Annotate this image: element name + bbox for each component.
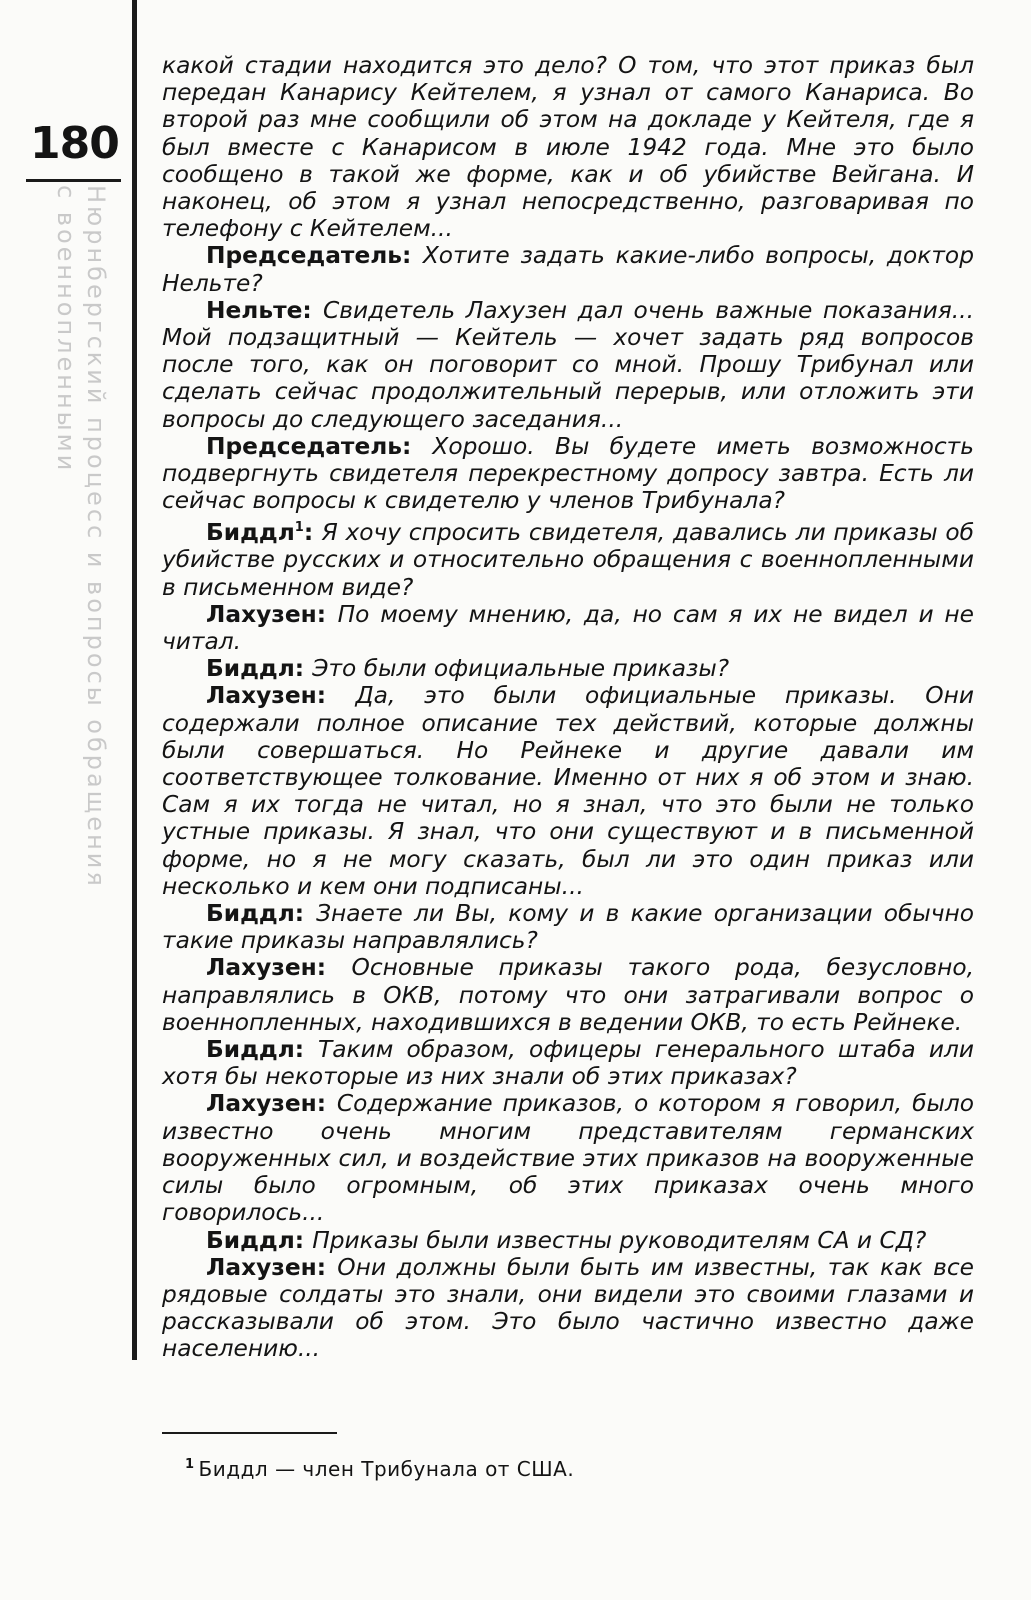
transcript-paragraph: Председатель: Хотите задать какие-либо вопросы, доктор Нельте? <box>162 242 974 297</box>
margin-rule <box>132 0 137 1360</box>
paragraph-text: По моему мнению, да, но сам я их не видел и не читал. <box>162 600 974 656</box>
paragraph-text: Знаете ли Вы, кому и в какие организации обычно такие приказы направлялись? <box>162 900 974 955</box>
running-title <box>52 185 110 889</box>
paragraph-text: Я хочу спросить свидетеля, давались ли приказы об убийстве русских и относительно обращения с военнопленными в письменном виде? <box>162 519 974 601</box>
transcript-paragraph: Лахузен: Содержание приказов, о котором я говорил, было известно очень многим представителям германских вооруженных сил, и воздействие этих приказов на вооруженные силы было огромным, об этих приказах очень много говорилось... <box>162 1090 974 1227</box>
transcript-text <box>162 52 974 1363</box>
transcript-paragraph: Лахузен: Они должны были быть им известны, так как все рядовые солдаты это знали, они видели это своими глазами и рассказывали об этом. Это было частично известно даже населению... <box>162 1253 974 1363</box>
footnote-reference: 1 <box>294 520 304 536</box>
paragraph-text: Свидетель Лахузен дал очень важные показания... Мой подзащитный — Кейтель — хочет задать ряд вопросов после того, как он поговорит со мной. Прошу Трибунал или сделать сейчас продолжительный перерыв, или отложить эти вопросы до следующего заседания... <box>162 296 974 433</box>
page-number: 180 <box>30 118 119 169</box>
speaker-name: Биддл <box>206 900 295 928</box>
paragraph-text: Содержание приказов, о котором я говорил, было известно очень многим представителям германских вооруженных сил, и воздействие этих приказов на вооруженные силы было огромным, об этих приказах очень много говорилось... <box>162 1090 974 1227</box>
speaker-name: Лахузен <box>206 682 317 710</box>
transcript-paragraph: Нельте: Свидетель Лахузен дал очень важные показания... Мой подзащитный — Кейтель — хочет задать ряд вопросов после того, как он поговорит со мной. Прошу Трибунал или сделать сейчас продолжительный перерыв, или отложить эти вопросы до следующего заседания... <box>162 296 974 433</box>
transcript-paragraph: Лахузен: По моему мнению, да, но сам я их не видел и не читал. <box>162 600 974 656</box>
transcript-paragraph: Биддл: Знаете ли Вы, кому и в какие организации обычно такие приказы направлялись? <box>162 900 974 955</box>
transcript-paragraph: Председатель: Хорошо. Вы будете иметь возможность подвергнуть свидетеля перекрестному допросу завтра. Есть ли сейчас вопросы к свидетелю у членов Трибунала? <box>162 432 974 515</box>
speaker-name: Нельте <box>206 296 303 324</box>
speaker-name: Биддл <box>206 655 295 683</box>
speaker-name: Лахузен <box>206 1253 317 1281</box>
transcript-paragraph: Биддл: Таким образом, офицеры генерального штаба или хотя бы некоторые из них знали об этих приказах? <box>162 1036 974 1091</box>
speaker-name: Биддл <box>206 519 295 547</box>
footnote <box>185 1457 574 1481</box>
transcript-paragraph: Биддл: Приказы были известны руководителям СА и СД? <box>206 1226 927 1254</box>
paragraph-text: какой стадии находится это дело? О том, что этот приказ был передан Канарису Кейтелем, я узнал от самого Канариса. Во второй раз мне сообщили об этом на докладе у Кейтеля, где я был вместе с Канарисом в июле 1942 года. Мне это было сообщено в такой же форме, как и об убийстве Вейгана. И наконец, об этом я узнал непосредственно, разговаривая по телефону с Кейтелем... <box>162 52 974 243</box>
footnote-text: Биддл — член Трибунала от США. <box>198 1457 575 1481</box>
paragraph-text: Приказы были известны руководителям СА и СД? <box>312 1226 927 1254</box>
speaker-name: Лахузен <box>206 600 317 628</box>
paragraph-text: Это были официальные приказы? <box>312 655 730 683</box>
page-number-rule <box>26 179 121 182</box>
speaker-name: Биддл <box>206 1036 295 1064</box>
speaker-name: Лахузен <box>206 1090 317 1118</box>
paragraph-text: Хотите задать какие-либо вопросы, доктор Нельте? <box>162 242 974 297</box>
transcript-paragraph: Биддл$^1$: Я хочу спросить свидетеля, давались ли приказы об убийстве русских и относительно обращения с военнопленными в письменном виде? <box>162 519 974 601</box>
paragraph-text: Таким образом, офицеры генерального штаба или хотя бы некоторые из них знали об этих приказах? <box>162 1036 974 1091</box>
running-title-line-2: с военнопленными <box>52 185 80 474</box>
transcript-paragraph: Биддл: Это были официальные приказы? <box>206 655 730 683</box>
footnote-marker: 1 <box>185 1457 195 1472</box>
paragraph-text: Они должны были быть им известны, так как все рядовые солдаты это знали, они видели это своими глазами и рассказывали об этом. Это было частично известно даже населению... <box>162 1253 974 1363</box>
speaker-name: Биддл <box>206 1226 295 1254</box>
speaker-name: Председатель <box>206 432 403 460</box>
speaker-name: Лахузен <box>206 954 317 982</box>
transcript-paragraph: Лахузен: Да, это были официальные приказы. Они содержали полное описание тех действий, которые должны были совершаться. Но Рейнеке и другие давали им соответствующее толкование. Именно от них я об этом и знаю. Сам я их тогда не читал, но я знал, что это были не только устные приказы. Я знал, что они существуют и в письменной форме, но я не могу сказать, был ли это один приказ или несколько и кем они подписаны... <box>162 682 974 900</box>
paragraph-text: Хорошо. Вы будете иметь возможность подвергнуть свидетеля перекрестному допросу завтра. Есть ли сейчас вопросы к свидетелю у членов Трибунала? <box>162 432 974 515</box>
speaker-name: Председатель <box>206 242 403 270</box>
running-title-line-1: Нюрнбергский процесс и вопросы обращения <box>82 185 110 889</box>
transcript-paragraph <box>162 52 974 242</box>
transcript-paragraph: Лахузен: Основные приказы такого рода, безусловно, направлялись в ОКВ, потому что они затрагивали вопрос о военнопленных, находившихся в ведении ОКВ, то есть Рейнеке. <box>162 954 974 1036</box>
footnote-rule <box>162 1432 337 1434</box>
paragraph-text: Основные приказы такого рода, безусловно, направлялись в ОКВ, потому что они затрагивали вопрос о военнопленных, находившихся в ведении ОКВ, то есть Рейнеке. <box>162 954 974 1036</box>
paragraph-text: Да, это были официальные приказы. Они содержали полное описание тех действий, которые должны были совершаться. Но Рейнеке и другие давали им соответствующее толкование. Именно от них я об этом и знаю. Сам я их тогда не читал, но я знал, что это были не только устные приказы. Я знал, что они существуют и в письменной форме, но я не могу сказать, был ли это один приказ или несколько и кем они подписаны... <box>162 682 974 900</box>
